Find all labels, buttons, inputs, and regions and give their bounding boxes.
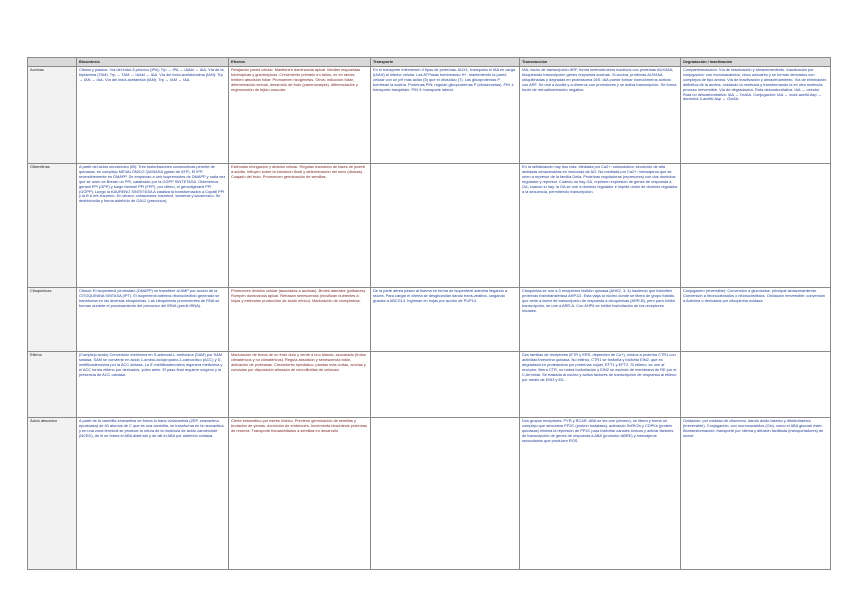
header-efectos: Efectos <box>229 58 371 67</box>
cell-transporte <box>371 418 520 570</box>
row-name: Ácido abscísico <box>28 418 77 570</box>
header-transduccion: Transducción <box>520 58 681 67</box>
cell-biosintesis: Citosol: El isopentenil pirofosfato (DMAPP) se transfiere al AMP por acción de la CITOQUININA SINTASA (IPT). El isopentenil adenina ribonucleótido generado se transforma en las diversas citoquininas. Las citoquininas provenientes de RNA se forman durante el procesamiento del precursor del tRNA (prenil-tRNA). <box>77 288 229 352</box>
table-row <box>28 67 831 164</box>
header-degradacion: Degradación / inactivación <box>681 58 831 67</box>
cell-transporte: En el transporte intervienen 4 tipos de proteínas: AUX1, transporta el IAA en carga (IAAH) al interior celular. Las ATPasas bombeando H+, manteniendo la pared celular con un pH más ácido (5) que el citosólico (7). Las glicoproteínas P bombean la auxina. Proteínas PIN: regulan glicoproteínas P (citosecuelas). PIN 1: transporte basipétalo. PIN 3: transporte lateral. <box>371 67 520 164</box>
cell-efectos: Promueven división celular (asociadas a auxinas). Brotes laterales (yolbanes): Rompen dominancia apical. Retrasan senescencia (movilizan nutrientes a hojas y estimulan producción de ácido nítrico). Maduración de cloroplastos. <box>229 288 371 352</box>
cell-transduccion: Citoquinina se une a 3 receptores histidín quinasa (AHK2, 3, 4) haciendo que fosforilen proteínas fosfotransferasa AHP1/2. Esta viaja al núcleo donde se libera de grupo fosfato, que cede a factor de transcripción de respuesta a citoquininas (ARR-B), pero para inhibir transcripción, se une a ARR-A. Con AHP6 se inhibe fosforilación de los receptores iniciales. <box>520 288 681 352</box>
table-row <box>28 352 831 418</box>
cell-efectos: Maduración de frutos de un fruto duro y verde a uno blando, azucarado (frutos climatéricos y no climatéricos). Regula abscisión y senescencia foliar, activación de proteasas. Crecimiento epinástico: plantas más cortas, anchas y curvadas por disposición alineada de microfibrillas de celulosa. <box>229 352 371 418</box>
cell-biosintesis: A partir del ácido mevalónico (IB): Tres fosforilaciones consecutivas permite de quinasas, en complejo MEVALÓNICO QUINASA (gasto de ATP). El IPP, reversiblemente en DMAPP. Se empiezan a unir isoprenoides de DMAPP y cada vez que se unen se liberan un PPi, catalizado por la GGPP SINTETASA. Obtenemos geranil PPi (GPP) y luego farnesil PPi (FPP), por último, el geranilgeranil PPi (GGPP). Luego la KAURENO SINTETASA A cataliza la transformación a Copalil PPi y la B a ent-Kaureno. En citosol, oxidaciones: kaurenol, kaurenal y kaurenoico. Se deshidroxila y forma aldehído de GA12 (precursor). <box>77 164 229 288</box>
header-biosintesis: Biosíntesis <box>77 58 229 67</box>
cell-transporte <box>371 352 520 418</box>
cell-degradacion <box>681 164 831 288</box>
table-row <box>28 418 831 570</box>
hormone-summary-table <box>27 57 831 570</box>
cell-transduccion: Dos familias de receptores (ETR y ERS, dependen de Cu+), unidos a proteína CTR1 con actividad threonina quinasa. No etileno, CTR1 se fosforila y fosforila EIN2, que es degradada en proteasoma por proteínas cojuel, EFT1 y EFT2. Si etileno, se une al receptor, libera CTR, no habrá fosforilación y EIN2 se escinde de membrana de RE por el C-terminal. Se traslada al núcleo y activa factores de transcripción de respuesta al etileno por medio de EIN3 y EIL. <box>520 352 681 418</box>
header-empty <box>28 58 77 67</box>
cell-transporte <box>371 164 520 288</box>
cell-efectos: Cierre estomático por estrés hídrico. Previene germinación de semillas y brotación de yemas: dormición de embriones. Incrementa biosíntesis proteínas de reserva. Transporte fotoasimilados a semillas en desarrollo. <box>229 418 371 570</box>
row-name: Citoquininas <box>28 288 77 352</box>
cell-biosintesis: Citosol y plastos. Vía del indol-3-pirúvico (IPA): Trp → IPA → IAAld → IAA. Vía de la triptamina (TAM): Trp → TAM → IAAld → IAA. Vía del indol-acetaldoxima (IAN): Trp → IAN → IAA. Vía del indol-acetamida (IAM): Trp → IAM → IAA. <box>77 67 229 164</box>
table-row <box>28 288 831 352</box>
row-name: Auxinas <box>28 67 77 164</box>
cell-biosintesis: A partir de la xantófila zeaxantina se forma la trans-violaxantina (ZEP, zeaxantina epoxidasa) de 40 átomos de C que es una xantofila, se transforma en la neoxantina y en una zona terminal se produce la rotura de la molécula de ácido carotenoide (NCED), de él se forma el ABA aldehído y de allí el ABA por aldehído oxidasa. <box>77 418 229 570</box>
cell-transduccion: En la señalización hay dos vías: Mediada por Ca2+: calmodulina, secreción de alfa amilasas almacenadas en vesículas de AG. No mediada por Ca2+: mensajeros que se unen a represor de la familia Della. Proteínas reguladoras (represores) con dos dominios: regulador y represor. Cuando no hay GA, reprimen expresión de genes de respuesta a GA; cuando sí hay, la GA se une a dominio regulador e impide unión de dominio regulador a la secuencia, permitiendo transcripción. <box>520 164 681 288</box>
cell-transporte: De la parte aérea pasan al floema en forma de isopentenil adenina llegando a raíces. Para cargar el xilema se desglicosilan dando trans-zeatina, cargando gracias a ABCG14. Ingresan en hojas por acción de PUP14. <box>371 288 520 352</box>
cell-transduccion: Dos grupos receptores: PYR y RCAR. ABA se les une (dímero), se libera y forma un complejo que secuestra PP2C (protein fosfatasa), activando SnRK2s y CDPKs (protein quinasas) elimina la represión de PP2C para fosforilar canales iónicos y activar factores de transcripción de genes de respuesta a ABA (promotor ABRE) y mensajeros secundarios que producen ROS. <box>520 418 681 570</box>
table-row <box>28 164 831 288</box>
cell-degradacion: Compartimentación: Vía de inactivación y almacenamiento. Inactivación por conjugación: con monosacáridos, cinco azúcares y se forman derivados con complejos de tipo amina. Vía de inactivación y almacenamiento. Vía de eliminación definitiva de la auxina: oxidando la molécula y transformando la en otra molécula, proceso irreversible. Vía de degradación. Ruta descarboxilativa: IAA → oxindol. Ruta no descarboxilativa: IAA → OxIAA. Conjugación: IAA → indol-aceitil-Asp → dioxindol-3-aceitil-Asp → OxIAA. <box>681 67 831 164</box>
cell-degradacion <box>681 352 831 418</box>
row-name: Etileno <box>28 352 77 418</box>
cell-degradacion: Oxidación: por oxidasa de citocromo, dando ácido faseico y dihidrofaseico (irreversible). Conjugación: con monosacáridos (Glc): como el ABA glucosil éster. Biotransformación: transporte por xilema y difusión facilitada (transportadores) de nueve. <box>681 418 831 570</box>
cell-biosintesis: (Complejo ácido) Conversión metionina en S-adenosil-L-metionina (SAM) por SAM sintasa. SAM se convierte en ácido 1-amino-ciclopropano-1-carboxílico (ACC) y 5'-metiltioadenosina por la ACC sintasa. La 5'-metiltioadenosina regenera metionina y el ACC forma etileno por derivados, yoleo amin. El paso final requiere oxígeno y la presencia de ACC oxidasa. <box>77 352 229 418</box>
cell-efectos: Estimulan elongación y división celular. Regulan transición de fases de juvenil a adulta. Influyen sobre la iniciación floral y determinación del sexo (dioicas). Cuajado del fruto. Promueven germinación de semillas. <box>229 164 371 288</box>
cell-degradacion: Conjugación (reversible): Conversión a glucósidos: principal almacenamiento. Conversión a ribonucleósidos o ribonucleótidos. Oxidación irreversible: conversión a Adenina o derivados por citoquinina oxidasa. <box>681 288 831 352</box>
cell-transduccion: IAA: factor de transcripción ARF, forma heterodímeros inactivos con proteínas AUX/IAA, bloqueando transcripción genes respuesta auxinas. Si auxina, proteínas AUX/IAA ubiquitinadas y degradas en proteasoma 26S. IAA puede formar homodímeros activos con ARF. Se une a Auxilis y a dímeros con promotores y se activa transcripción. Se forma bucle de retroalimentación negativo. <box>520 67 681 164</box>
cell-efectos: Relajación pared celular. Mantienen dominancia apical. Median respuestas fototrópicas y gravitrópicas. Crecimiento primario en tallos, no en raíces. Inhiben abscisión foliar. Promueven rizogénesis. Otros: inducción foliar, determinación sexual, desarrollo de fruto (partenocarpia), diferenciación y regeneración de tejido vascular. <box>229 67 371 164</box>
header-row <box>28 58 831 67</box>
header-transporte: Transporte <box>371 58 520 67</box>
row-name: Giberelinas <box>28 164 77 288</box>
